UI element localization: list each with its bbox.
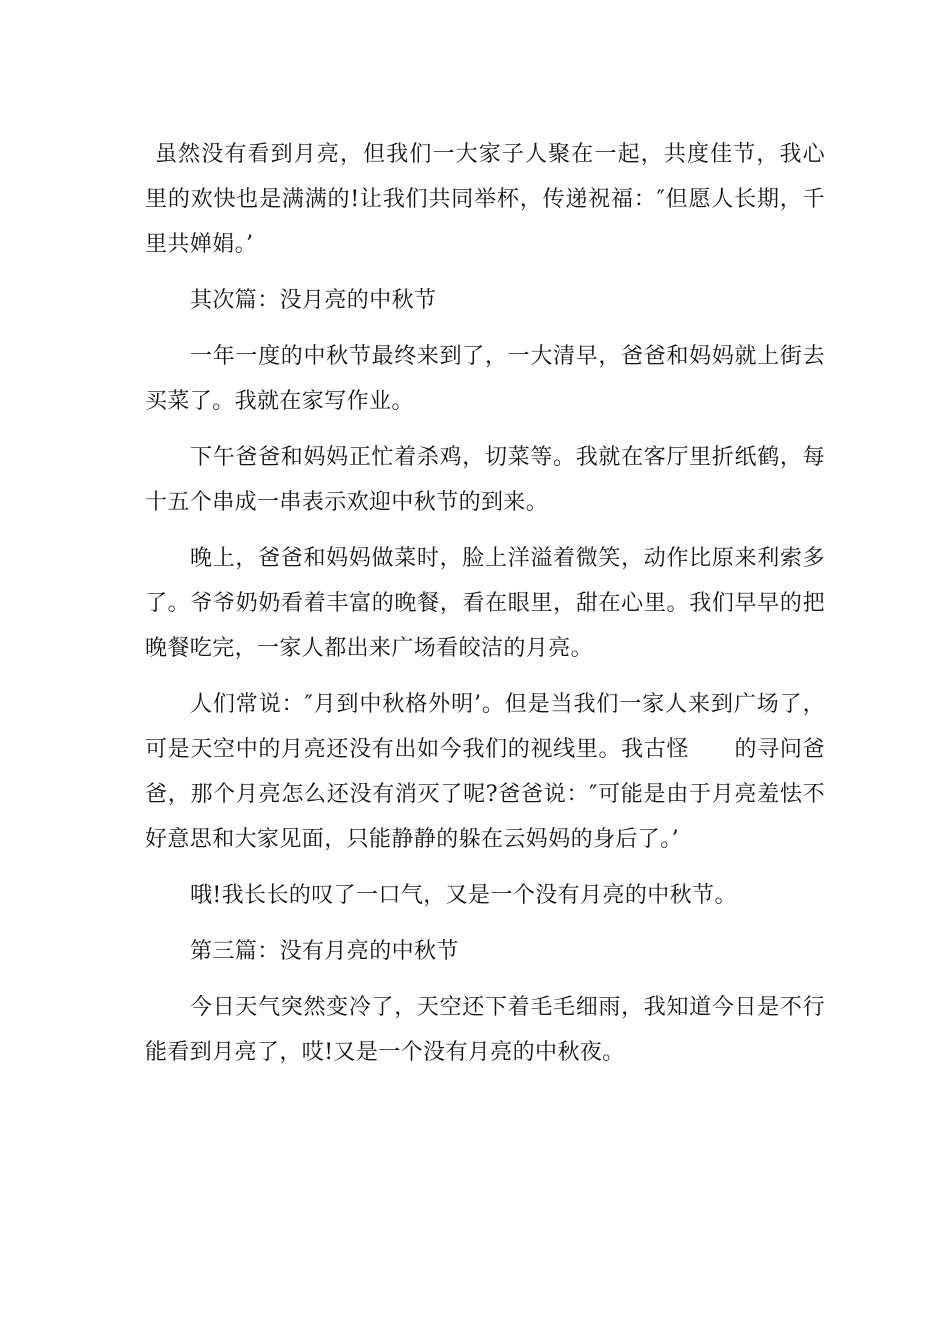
section-heading-second: 其次篇：没月亮的中秋节 [190, 288, 437, 313]
section-heading-third: 第三篇：没有月亮的中秋节 [190, 939, 459, 964]
document-body [145, 132, 825, 1075]
paragraph: 哦!我长长的叹了一口气，又是一个没有月亮的中秋节。 [190, 883, 737, 908]
paragraph: 人们常说：″月到中秋格外明’。但是当我们一家人来到广场了，可是天空中的月亮还没有出如今我们的视线里。我古怪 的寻问爸爸，那个月亮怎么还没有消灭了呢?爸爸说：″可能是由于月亮羞怯不好意思和大家见面，只能静静的躲在云妈妈的身后了。’ [145, 692, 825, 852]
paragraph: 下午爸爸和妈妈正忙着杀鸡，切菜等。我就在客厅里折纸鹤，每十五个串成一串表示欢迎中秋节的到来。 [145, 445, 825, 515]
paragraph: 一年一度的中秋节最终来到了，一大清早，爸爸和妈妈就上街去买菜了。我就在家写作业。 [145, 344, 825, 414]
paragraph: 晚上，爸爸和妈妈做菜时，脸上洋溢着微笑，动作比原来利索多了。爷爷奶奶看着丰富的晚餐，看在眼里，甜在心里。我们早早的把晚餐吃完，一家人都出来广场看皎洁的月亮。 [145, 546, 825, 661]
paragraph: 今日天气突然变冷了，天空还下着毛毛细雨，我知道今日是不行能看到月亮了，哎!又是一个没有月亮的中秋夜。 [145, 995, 825, 1065]
paragraph-continued: 虽然没有看到月亮，但我们一大家子人聚在一起，共度佳节，我心里的欢快也是满满的!让我们共同举杯，传递祝福：″但愿人长期，千里共婵娟。’ [145, 142, 825, 257]
